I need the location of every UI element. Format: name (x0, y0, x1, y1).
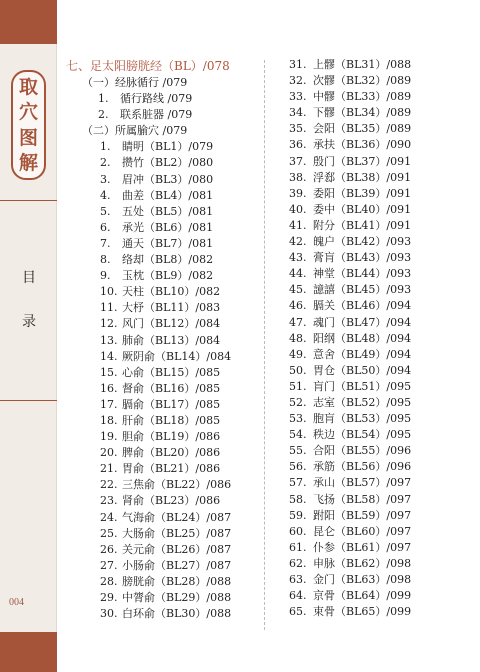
toc-entry[interactable] (289, 202, 411, 218)
toc-entry[interactable] (289, 459, 411, 475)
acupoint-list (289, 57, 411, 620)
entry-number: 14. (100, 349, 118, 363)
entry-text: 秩边（BL54）/095 (313, 428, 412, 442)
entry-number: 38. (289, 170, 307, 184)
page-number: 004 (9, 597, 24, 608)
toc-entry[interactable] (66, 284, 231, 300)
entry-number: 36. (289, 138, 307, 152)
entry-text: 玉枕（BL9）/082 (122, 269, 214, 283)
entry-text: 承山（BL57）/097 (313, 476, 412, 490)
entry-text: 志室（BL52）/095 (313, 395, 412, 409)
entry-number: 10. (100, 285, 118, 299)
entry-text: 束骨（BL65）/099 (313, 605, 412, 619)
entry-text: 附分（BL41）/091 (313, 218, 412, 232)
toc-entry[interactable] (289, 218, 411, 234)
entry-text: 京骨（BL64）/099 (313, 589, 412, 603)
entry-number: 58. (289, 492, 307, 506)
entry-number: 13. (100, 333, 118, 347)
toc-label (19, 270, 39, 330)
toc-entry[interactable] (289, 266, 411, 282)
entry-text: 魂门（BL47）/094 (313, 315, 412, 329)
toc-entry[interactable] (289, 298, 411, 314)
toc-entry[interactable] (289, 282, 411, 298)
entry-text: 肓门（BL51）/095 (313, 379, 412, 393)
entry-text: 下髎（BL34）/089 (313, 106, 412, 120)
toc-entry[interactable] (66, 316, 231, 332)
entry-text: 跗阳（BL59）/097 (313, 508, 412, 522)
entry-text: 承光（BL6）/081 (122, 220, 214, 234)
entry-number: 51. (289, 379, 307, 393)
entry-number: 45. (289, 283, 307, 297)
entry-text: 眉冲（BL3）/080 (122, 172, 214, 186)
entry-text: 睛明（BL1）/079 (122, 140, 214, 154)
entry-number: 60. (289, 524, 307, 538)
entry-number: 49. (289, 347, 307, 361)
entry-text: 膏肓（BL43）/093 (313, 251, 412, 265)
toc-entry[interactable] (289, 492, 411, 508)
entry-text: 浮郄（BL38）/091 (313, 170, 412, 184)
entry-text: 阳纲（BL48）/094 (313, 331, 412, 345)
entry-text: 委阳（BL39）/091 (313, 186, 412, 200)
column-divider (264, 60, 265, 630)
entry-text: 心俞（BL15）/085 (122, 365, 221, 379)
entry-number: 9. (100, 269, 111, 283)
entry-number: 65. (289, 605, 307, 619)
seal-char: 图 (18, 126, 38, 149)
toc-entry[interactable] (66, 477, 231, 493)
entry-number: 46. (289, 299, 307, 313)
entry-number: 1. (98, 92, 109, 106)
entry-text: 督俞（BL16）/085 (122, 381, 221, 395)
entry-number: 25. (100, 526, 118, 540)
toc-entry[interactable] (66, 542, 231, 558)
entry-text: 承扶（BL36）/090 (313, 138, 412, 152)
toc-entry[interactable] (289, 89, 411, 105)
entry-text: 大杼（BL11）/083 (122, 301, 221, 315)
entry-text: 次髎（BL32）/089 (313, 74, 412, 88)
entry-number: 35. (289, 122, 307, 136)
entry-text: 中膂俞（BL29）/088 (122, 591, 232, 604)
entry-number: 63. (289, 573, 307, 586)
toc-entry[interactable] (289, 315, 411, 331)
entry-text: 白环俞（BL30）/088 (122, 607, 232, 621)
toc-entry[interactable] (66, 445, 231, 461)
entry-number: 28. (100, 574, 118, 588)
toc-entry[interactable] (66, 204, 231, 220)
entry-text: 申脉（BL62）/098 (313, 556, 412, 570)
toc-entry[interactable] (66, 606, 231, 622)
entry-text: 膈关（BL46）/094 (313, 299, 412, 313)
toc-entry[interactable] (66, 526, 231, 542)
toc-char: 目 (22, 270, 36, 286)
entry-text: 联系脏器 /079 (120, 108, 193, 122)
toc-entry[interactable] (66, 300, 231, 316)
toc-entry[interactable] (66, 397, 231, 413)
entry-number: 30. (100, 607, 118, 621)
toc-entry[interactable] (66, 365, 231, 381)
entry-text: 膀胱俞（BL28）/088 (122, 574, 232, 588)
toc-entry[interactable] (289, 427, 411, 443)
entry-text: 大肠俞（BL25）/087 (122, 526, 232, 540)
entry-number: 50. (289, 363, 307, 377)
toc-entry[interactable] (66, 236, 231, 252)
entry-text: 譩譆（BL45）/093 (313, 283, 412, 297)
toc-entry[interactable] (289, 540, 411, 556)
entry-text: 神堂（BL44）/093 (313, 267, 412, 281)
entry-number: 15. (100, 365, 118, 379)
toc-entry[interactable] (66, 510, 231, 526)
toc-entry[interactable] (289, 443, 411, 459)
toc-entry[interactable] (289, 137, 411, 153)
entry-number: 17. (100, 397, 118, 411)
entry-text: 曲差（BL4）/081 (122, 188, 214, 202)
toc-entry[interactable] (289, 508, 411, 524)
seal-char: 解 (18, 151, 38, 174)
entry-number: 43. (289, 251, 307, 265)
entry-text: 委中（BL40）/091 (313, 202, 412, 216)
toc-entry[interactable] (289, 186, 411, 202)
entry-number: 56. (289, 460, 307, 474)
toc-entry[interactable] (66, 107, 231, 123)
toc-entry[interactable] (289, 121, 411, 137)
entry-text: 意舍（BL49）/094 (313, 347, 412, 361)
entry-number: 19. (100, 430, 118, 444)
toc-entry[interactable] (289, 411, 411, 427)
toc-entry[interactable] (66, 574, 231, 590)
toc-entry[interactable] (289, 572, 411, 588)
entry-text: 络却（BL8）/082 (122, 253, 214, 267)
entry-text: 循行路线 /079 (120, 92, 193, 106)
entry-number: 42. (289, 235, 307, 249)
entry-number: 2. (100, 156, 111, 170)
toc-entry[interactable] (289, 556, 411, 572)
toc-right-column (289, 57, 411, 620)
toc-entry[interactable] (289, 234, 411, 250)
entry-number: 16. (100, 381, 118, 395)
subsection-entry[interactable]: （二）所属腧穴 /079 (82, 124, 188, 138)
entry-text: 胆俞（BL19）/086 (122, 430, 221, 444)
toc-entry[interactable] (289, 57, 411, 73)
toc-entry[interactable] (66, 220, 231, 236)
entry-number: 4. (100, 188, 111, 202)
entry-text: 会阳（BL35）/089 (313, 122, 412, 136)
entry-number: 44. (289, 267, 307, 281)
entry-text: 胞肓（BL53）/095 (313, 412, 412, 426)
entry-number: 6. (100, 220, 111, 234)
entry-text: 天柱（BL10）/082 (122, 285, 221, 299)
toc-entry[interactable] (66, 429, 231, 445)
toc-entry[interactable] (289, 170, 411, 186)
toc-entry[interactable] (289, 475, 411, 491)
entry-text: 胃仓（BL50）/094 (313, 363, 412, 377)
entry-number: 61. (289, 540, 307, 554)
toc-entry[interactable] (289, 105, 411, 121)
toc-entry[interactable] (289, 524, 411, 540)
toc-entry[interactable] (289, 331, 411, 347)
entry-text: 承筋（BL56）/096 (313, 460, 412, 474)
entry-number: 32. (289, 74, 307, 88)
toc-entry[interactable] (289, 154, 411, 170)
seal-char: 穴 (18, 101, 38, 124)
entry-text: 金门（BL63）/098 (313, 573, 412, 586)
entry-text: 肝俞（BL18）/085 (122, 413, 221, 427)
toc-entry[interactable] (66, 558, 231, 574)
entry-number: 64. (289, 589, 307, 603)
entry-text: 膈俞（BL17）/085 (122, 397, 221, 411)
entry-number: 31. (289, 58, 307, 71)
toc-entry[interactable] (66, 461, 231, 477)
toc-entry[interactable] (66, 188, 231, 204)
toc-entry[interactable] (289, 379, 411, 395)
entry-text: 五处（BL5）/081 (122, 204, 214, 218)
toc-entry[interactable] (66, 381, 231, 397)
entry-number: 47. (289, 315, 307, 329)
toc-left-column (66, 57, 231, 622)
title-seal (11, 70, 46, 180)
acupoint-list (66, 139, 231, 622)
entry-number: 24. (100, 510, 118, 524)
entry-number: 41. (289, 218, 307, 232)
entry-number: 26. (100, 542, 118, 556)
entry-text: 肾俞（BL23）/086 (122, 494, 221, 508)
entry-number: 2. (98, 108, 109, 122)
toc-entry[interactable] (66, 413, 231, 429)
toc-entry[interactable] (66, 155, 231, 171)
entry-text: 中髎（BL33）/089 (313, 90, 412, 104)
entry-number: 48. (289, 331, 307, 345)
entry-text: 上髎（BL31）/088 (313, 58, 412, 71)
toc-entry[interactable] (289, 604, 411, 620)
toc-entry[interactable] (66, 139, 231, 155)
entry-number: 22. (100, 478, 118, 492)
sidebar-panel (0, 0, 57, 672)
entry-number: 23. (100, 494, 118, 508)
entry-number: 55. (289, 444, 307, 458)
toc-entry[interactable] (66, 349, 231, 365)
entry-number: 29. (100, 591, 118, 604)
entry-number: 33. (289, 90, 307, 104)
toc-entry[interactable] (289, 395, 411, 411)
toc-entry[interactable] (289, 250, 411, 266)
entry-number: 34. (289, 106, 307, 120)
entry-number: 12. (100, 317, 118, 331)
entry-text: 合阳（BL55）/096 (313, 444, 412, 458)
entry-number: 8. (100, 253, 111, 267)
toc-entry[interactable] (66, 91, 231, 107)
toc-entry[interactable] (66, 252, 231, 268)
entry-number: 62. (289, 556, 307, 570)
entry-number: 53. (289, 412, 307, 426)
entry-number: 5. (100, 204, 111, 218)
subsection-entry[interactable]: （一）经脉循行 /079 (82, 76, 188, 89)
entry-number: 18. (100, 413, 118, 427)
entry-text: 飞扬（BL58）/097 (313, 492, 412, 506)
toc-entry[interactable] (66, 172, 231, 188)
entry-number: 3. (100, 172, 111, 186)
entry-text: 攒竹（BL2）/080 (122, 156, 214, 170)
entry-number: 7. (100, 236, 111, 250)
toc-entry[interactable] (289, 347, 411, 363)
toc-entry[interactable] (66, 493, 231, 509)
toc-char: 录 (22, 314, 36, 330)
entry-text: 厥阴俞（BL14）/084 (122, 349, 232, 363)
entry-text: 三焦俞（BL22）/086 (122, 478, 232, 492)
entry-text: 昆仑（BL60）/097 (313, 524, 412, 538)
entry-number: 57. (289, 476, 307, 490)
entry-number: 27. (100, 558, 118, 572)
entry-number: 39. (289, 186, 307, 200)
entry-text: 小肠俞（BL27）/087 (122, 558, 232, 572)
entry-text: 通天（BL7）/081 (122, 236, 214, 250)
entry-text: 关元俞（BL26）/087 (122, 542, 232, 556)
entry-number: 20. (100, 446, 118, 460)
entry-text: 风门（BL12）/084 (122, 317, 221, 331)
entry-number: 59. (289, 508, 307, 522)
entry-text: 仆参（BL61）/097 (313, 540, 412, 554)
entry-text: 胃俞（BL21）/086 (122, 462, 221, 476)
sidebar-top-bar (0, 0, 57, 44)
sidebar-rule-top (0, 200, 57, 201)
toc-entry[interactable] (289, 363, 411, 379)
entry-number: 37. (289, 154, 307, 168)
entry-number: 1. (100, 140, 111, 154)
entry-number: 54. (289, 428, 307, 442)
sidebar-bottom-bar (0, 632, 57, 672)
entry-text: 气海俞（BL24）/087 (122, 510, 232, 524)
entry-number: 52. (289, 395, 307, 409)
toc-entry[interactable] (289, 588, 411, 604)
sidebar-rule-bottom (0, 400, 57, 401)
toc-entry[interactable] (66, 268, 231, 284)
entry-text: 魄户（BL42）/093 (313, 235, 412, 249)
entry-text: 肺俞（BL13）/084 (122, 333, 221, 347)
toc-entry[interactable] (289, 73, 411, 89)
entry-number: 11. (100, 301, 118, 315)
entry-text: 殷门（BL37）/091 (313, 154, 412, 168)
entry-text: 脾俞（BL20）/086 (122, 446, 221, 460)
seal-char: 取 (18, 76, 38, 99)
section-heading[interactable]: 七、足太阳膀胱经（BL）/078 (66, 59, 230, 73)
entry-number: 21. (100, 462, 118, 476)
toc-entry[interactable] (66, 333, 231, 349)
entry-number: 40. (289, 202, 307, 216)
toc-entry[interactable] (66, 590, 231, 606)
